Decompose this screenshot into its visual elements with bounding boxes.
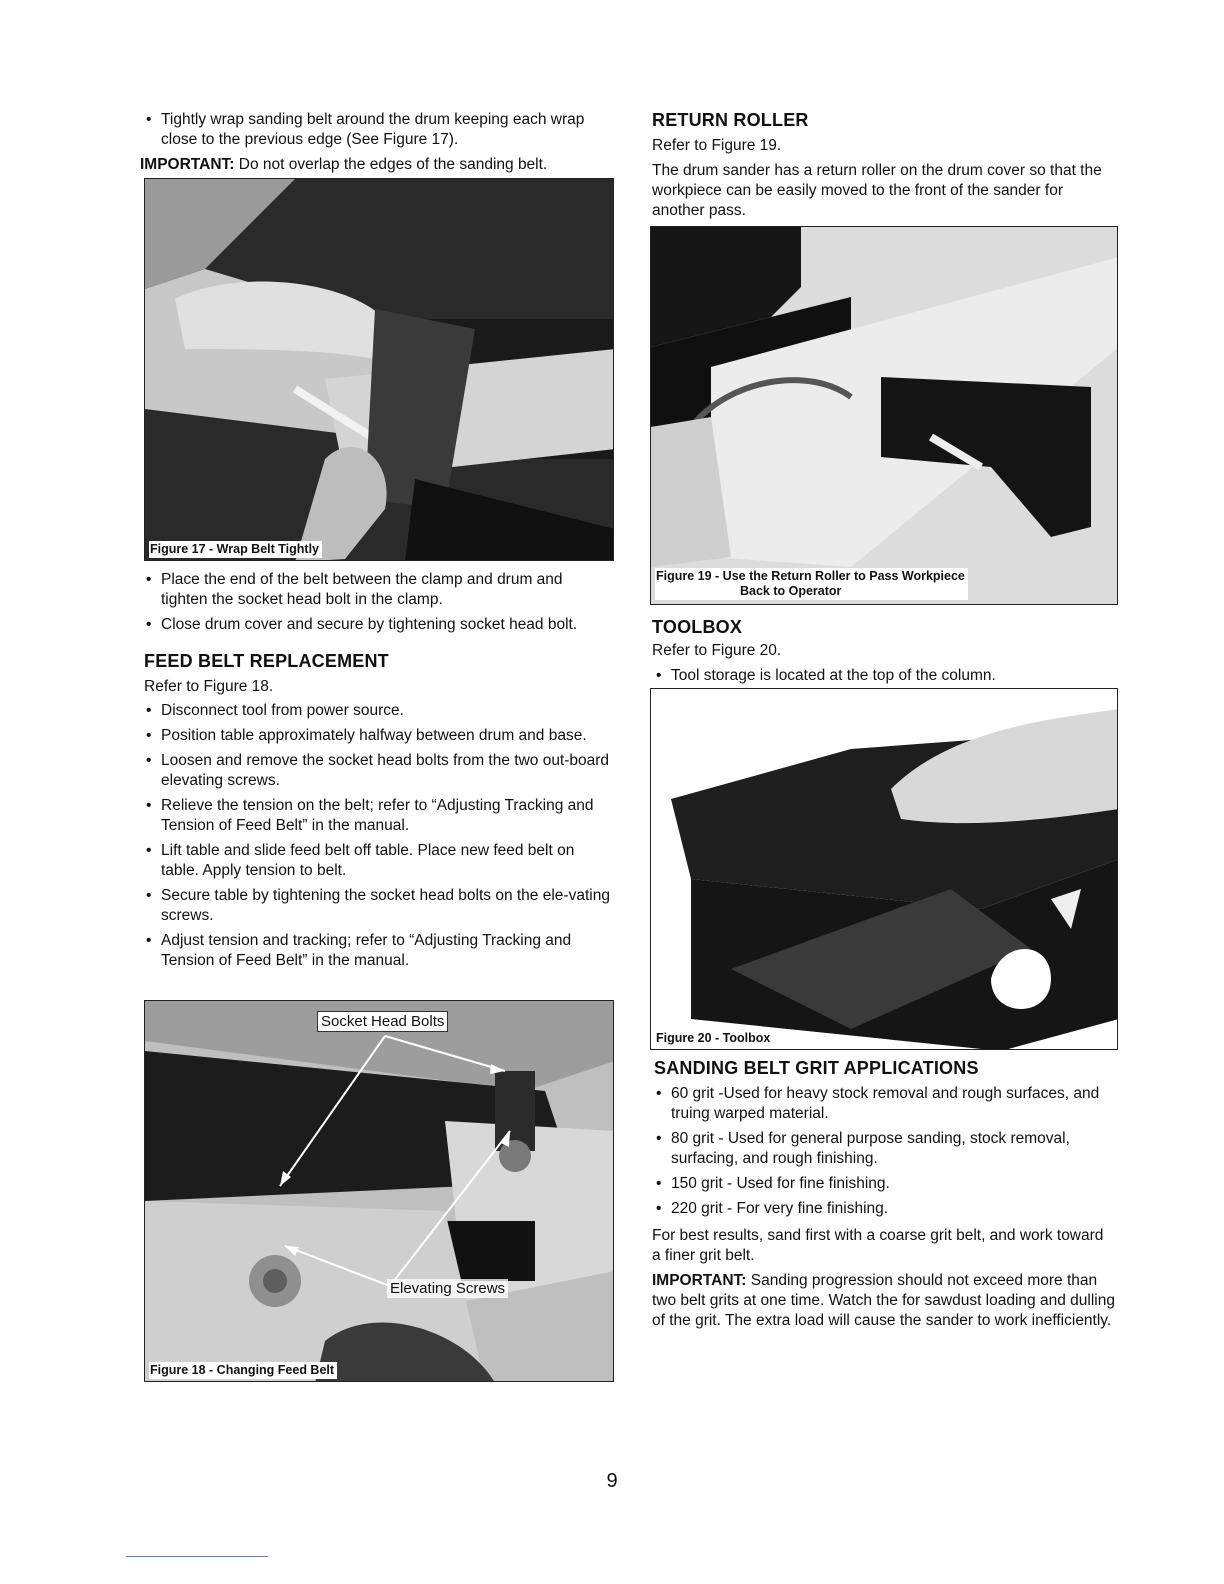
list-item: • 80 grit - Used for general purpose sanding, stock removal, surfacing, and rough finishing. [650,1129,1120,1169]
list-item: • Adjust tension and tracking; refer to “Adjusting Tracking and Tension of Feed Belt” in the manual. [140,931,612,971]
list-item: • Tightly wrap sanding belt around the drum keeping each wrap close to the previous edge (See Figure 17). [140,110,612,150]
important-text: Do not overlap the edges of the sanding belt. [234,156,548,173]
list-item: • 220 grit - For very fine finishing. [650,1199,1120,1219]
feed-belt-list [140,701,612,976]
list-item: • Relieve the tension on the belt; refer to “Adjusting Tracking and Tension of Feed Belt” in the manual. [140,796,612,836]
figure-19-caption-line-1: Figure 19 - Use the Return Roller to Pass Workpiece [656,569,965,583]
elevating-screws-label: Elevating Screws [387,1279,508,1298]
list-item: • Secure table by tightening the socket head bolts on the ele-vating screws. [140,886,612,926]
list-item: • 150 grit - Used for fine finishing. [650,1174,1120,1194]
list-item: • 60 grit -Used for heavy stock removal and rough surfaces, and truing warped material. [650,1084,1120,1124]
list-item: • Position table approximately halfway between drum and base. [140,726,612,746]
toolbox-heading: TOOLBOX [652,617,743,637]
feed-belt-heading: FEED BELT REPLACEMENT [144,651,389,671]
grit-heading: SANDING BELT GRIT APPLICATIONS [654,1058,979,1078]
list-item: • Place the end of the belt between the clamp and drum and tighten the socket head bolt in the clamp. [140,570,612,610]
page-number: 9 [606,1470,618,1492]
figure-20-photo [651,689,1118,1050]
list-item: • Lift table and slide feed belt off table. Place new feed belt on table. Apply tension to belt. [140,841,612,881]
figure-18-caption: Figure 18 - Changing Feed Belt [149,1362,337,1379]
list-item: • Disconnect tool from power source. [140,701,612,721]
feed-belt-ref: Refer to Figure 18. [144,678,274,695]
figure-19-caption [655,568,968,600]
figure-17 [144,178,614,561]
list-item: • Close drum cover and secure by tightening socket head bolt. [140,615,612,635]
important-note [140,155,547,175]
return-roller-ref: Refer to Figure 19. [652,137,782,154]
figure-18 [144,1000,614,1382]
grit-important-note [652,1271,1120,1331]
figure-17-caption: Figure 17 - Wrap Belt Tightly [149,541,322,558]
best-results-text: For best results, sand first with a coarse grit belt, and work toward a finer grit belt. [652,1227,1104,1264]
figure-18-photo [145,1001,614,1382]
figure-20 [650,688,1118,1050]
list-item: • Loosen and remove the socket head bolts from the two out-board elevating screws. [140,751,612,791]
figure-19-caption-line-2: Back to Operator [740,584,842,598]
figure-17-photo [145,179,614,561]
figure-19-photo [651,227,1118,605]
list-item: • Tool storage is located at the top of the column. [650,666,1120,686]
important-label: IMPORTANT: [140,156,235,173]
return-roller-heading: RETURN ROLLER [652,110,809,130]
toolbox-ref: Refer to Figure 20. [652,642,782,659]
important-text: Sanding progression should not exceed more than two belt grits at one time. Watch the for sawdust loading and dulling of the grit. The extra load will cause the sander to work inefficiently. [652,1272,1115,1329]
figure-19 [650,226,1118,605]
post-fig17-list [140,570,612,640]
important-label: IMPORTANT: [652,1272,747,1289]
grit-list [650,1084,1120,1224]
intro-list [140,110,612,155]
socket-head-bolts-label: Socket Head Bolts [317,1011,448,1032]
figure-20-caption: Figure 20 - Toolbox [655,1030,773,1047]
return-roller-text: The drum sander has a return roller on the drum cover so that the workpiece can be easily moved to the front of the sander for another pass. [652,162,1102,219]
footer-rule [126,1556,268,1557]
